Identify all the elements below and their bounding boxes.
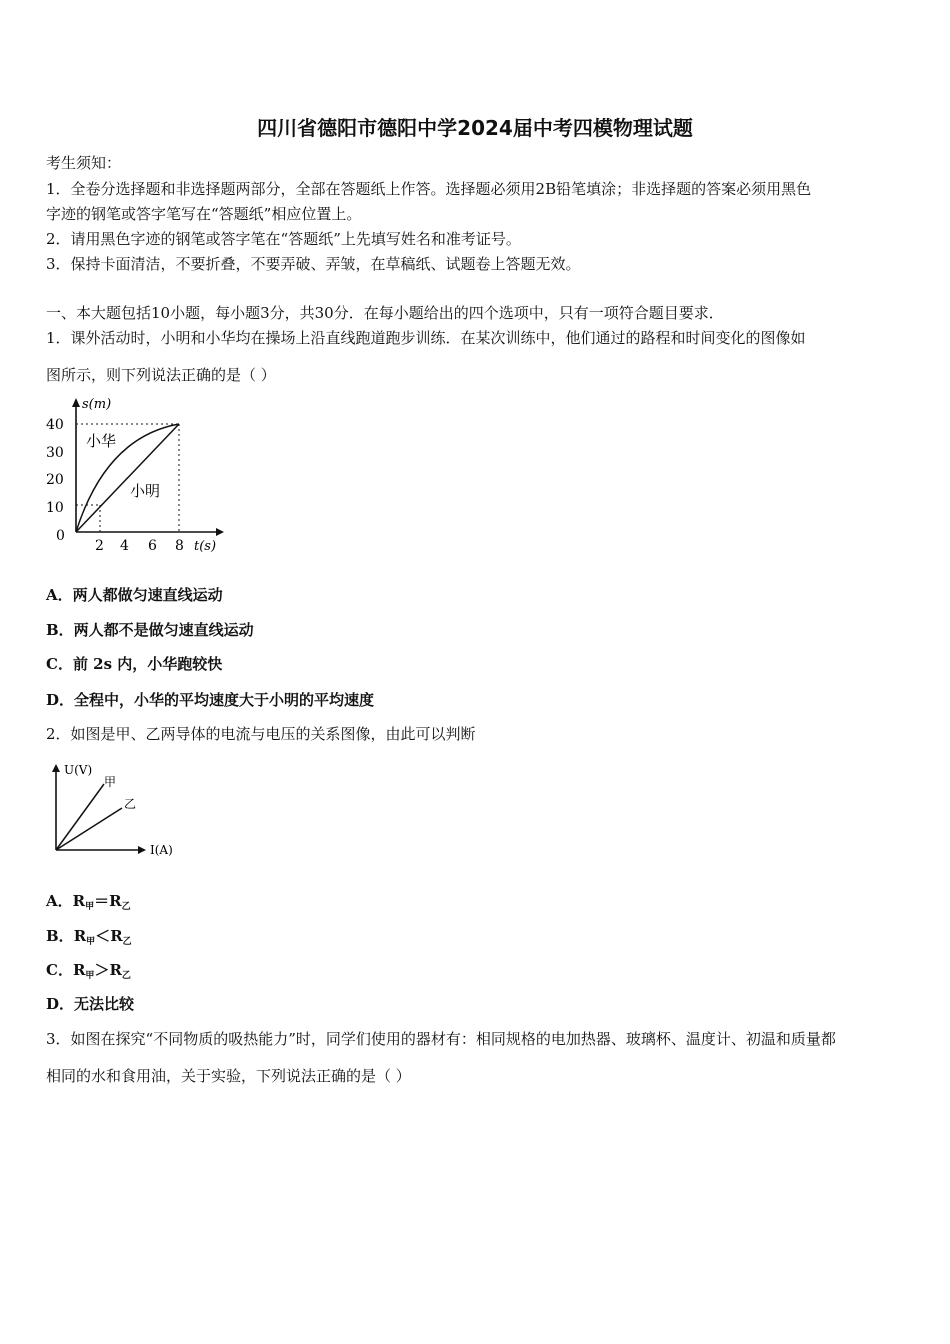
x-tick-label: 2 — [95, 538, 104, 554]
x-tick-label: 4 — [120, 538, 129, 554]
option-c[interactable] — [46, 959, 131, 980]
distance-time-graph — [44, 392, 234, 560]
notice-item: 2．请用黑色字迹的钢笔或答字笔在“答题纸”上先填写姓名和准考证号。 — [46, 230, 521, 248]
subscript: 乙 — [121, 902, 131, 912]
y-tick-label: 0 — [56, 528, 65, 544]
y-tick-label: 40 — [46, 417, 64, 433]
resistance-symbol: R — [73, 927, 87, 945]
series-label-yi: 乙 — [124, 797, 137, 811]
resistance-symbol: R — [72, 892, 86, 910]
series-label-jia: 甲 — [104, 775, 117, 789]
question-1-text: 1．课外活动时，小明和小华均在操场上沿直线跑道跑步训练．在某次训练中，他们通过的路程和时间变化的图像如 — [46, 329, 806, 347]
option-a[interactable]: A．两人都做匀速直线运动 — [46, 586, 223, 604]
notice-heading: 考生须知： — [46, 154, 122, 172]
voltage-current-graph — [46, 760, 186, 860]
x-tick-label: 8 — [175, 538, 184, 554]
series-label-xiaohua: 小华 — [86, 432, 117, 450]
resistance-symbol: R — [110, 927, 123, 945]
relation: ＝ — [94, 892, 110, 910]
question-1-text: 图所示，则下列说法正确的是（ ） — [46, 366, 276, 384]
option-b[interactable]: B．两人都不是做匀速直线运动 — [46, 621, 254, 639]
question-3-text: 3．如图在探究“不同物质的吸热能力”时，同学们使用的器材有：相同规格的电加热器、玻璃杯、温度计、初温和质量都 — [46, 1030, 836, 1048]
x-axis-label: t(s) — [194, 539, 217, 554]
subscript: 甲 — [85, 902, 95, 912]
x-tick-label: 6 — [148, 538, 157, 554]
resistance-symbol: R — [72, 961, 86, 979]
option-c[interactable]: C．前 2s 内，小华跑较快 — [46, 655, 223, 673]
resistance-symbol: R — [109, 892, 122, 910]
notice-item: 3．保持卡面清洁，不要折叠，不要弄破、弄皱，在草稿纸、试题卷上答题无效。 — [46, 255, 581, 273]
option-a[interactable] — [46, 890, 131, 911]
subscript: 乙 — [122, 937, 132, 947]
option-d[interactable]: D．全程中，小华的平均速度大于小明的平均速度 — [46, 691, 375, 709]
option-d[interactable]: D．无法比较 — [46, 995, 135, 1013]
y-tick-label: 10 — [46, 500, 64, 516]
x-axis-label: I(A) — [150, 843, 173, 857]
question-2-text: 2．如图是甲、乙两导体的电流与电压的关系图像，由此可以判断 — [46, 725, 476, 743]
page-title: 四川省德阳市德阳中学2024届中考四模物理试题 — [257, 116, 693, 140]
subscript: 甲 — [85, 971, 95, 981]
y-axis-label: s(m) — [82, 397, 112, 412]
notice-item: 1．全卷分选择题和非选择题两部分，全部在答题纸上作答。选择题必须用2B铅笔填涂；非选择题的答案必须用黑色 — [46, 180, 812, 198]
subscript: 甲 — [86, 937, 96, 947]
resistance-symbol: R — [109, 961, 122, 979]
option-label: A． — [46, 892, 73, 910]
line-yi — [56, 808, 122, 850]
relation: ＞ — [94, 961, 110, 979]
y-tick-label: 20 — [46, 472, 64, 488]
question-3-text: 相同的水和食用油，关于实验，下列说法正确的是（ ） — [46, 1067, 411, 1085]
line-jia — [56, 784, 104, 850]
y-axis-label: U(V) — [64, 763, 93, 777]
notice-item: 字迹的钢笔或答字笔写在“答题纸”相应位置上。 — [46, 205, 362, 223]
option-b[interactable] — [46, 925, 132, 946]
option-label: B． — [46, 927, 74, 945]
subscript: 乙 — [121, 971, 131, 981]
relation: ＜ — [95, 927, 111, 945]
y-tick-label: 30 — [46, 445, 64, 461]
option-label: C． — [46, 961, 73, 979]
series-label-xiaoming: 小明 — [130, 482, 161, 500]
section-heading: 一、本大题包括10小题，每小题3分，共30分．在每小题给出的四个选项中，只有一项符合题目要求． — [46, 304, 724, 322]
